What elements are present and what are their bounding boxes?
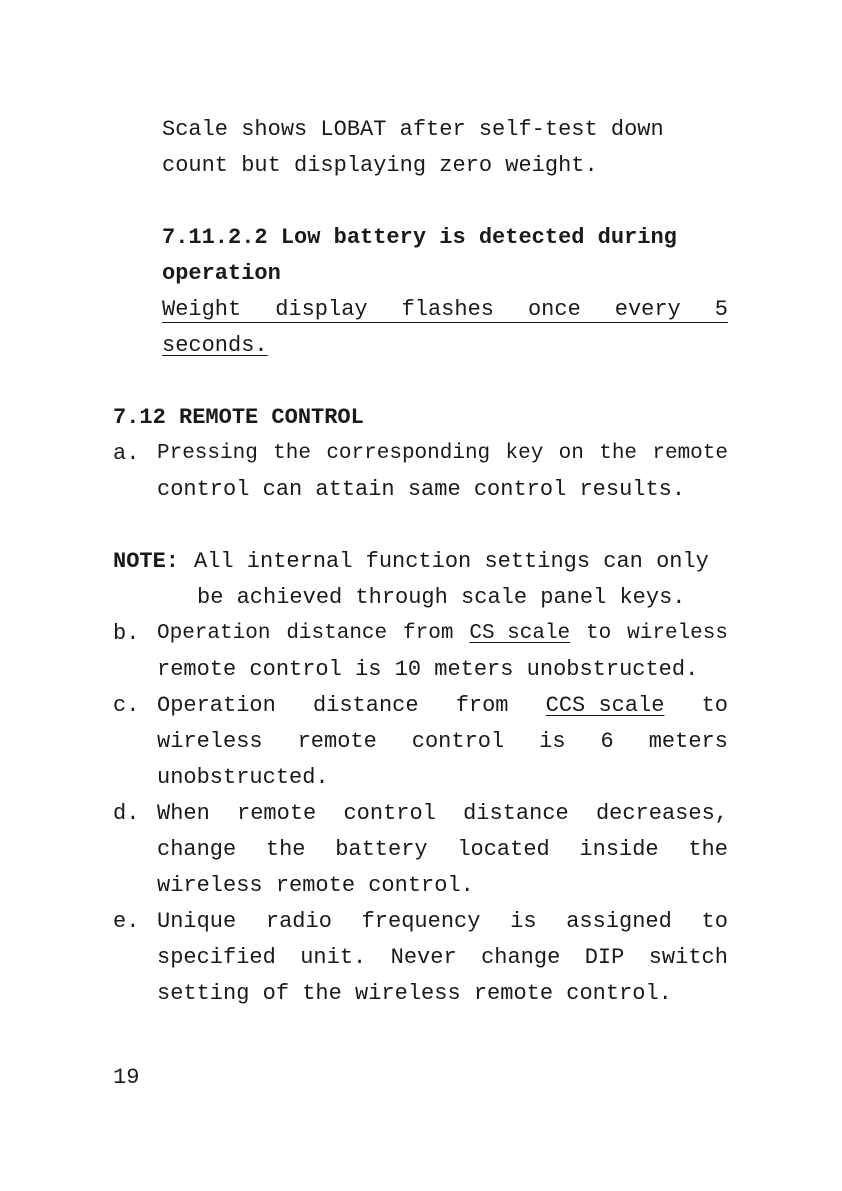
word: Never <box>390 945 457 970</box>
word: 5 <box>714 297 728 322</box>
word: unit. <box>300 945 367 970</box>
note-line-2: be achieved through scale panel keys. <box>197 585 686 610</box>
item-e-line-2 <box>157 940 728 976</box>
word: wireless <box>157 729 263 754</box>
underlined-term: CS scale <box>469 622 571 645</box>
intro-line-2: count but displaying zero weight. <box>162 153 598 178</box>
word: corresponding <box>326 442 491 465</box>
item-c-line-2 <box>157 724 728 760</box>
item-e-line-1 <box>157 904 728 940</box>
word: Unique <box>157 909 237 934</box>
word: Pressing <box>157 442 258 465</box>
word: battery <box>335 837 428 862</box>
section-body-line-1 <box>162 292 728 323</box>
item-b-line-1 <box>157 616 728 652</box>
word: wireless <box>627 622 728 645</box>
item-c-line-3: unobstructed. <box>157 765 329 790</box>
item-a-line-1 <box>157 436 728 472</box>
word: distance <box>286 622 388 645</box>
section-heading-7-11-2-2: 7.11.2.2 Low battery is detected during <box>162 225 677 250</box>
item-e-line-3: setting of the wireless remote control. <box>157 981 672 1006</box>
word: assigned <box>566 909 672 934</box>
item-d-line-2 <box>157 832 728 868</box>
word: switch <box>648 945 728 970</box>
word: frequency <box>361 909 481 934</box>
section-body-line-2: seconds. <box>162 333 268 358</box>
item-a-line-2: control can attain same control results. <box>157 477 686 502</box>
word: is <box>539 729 566 754</box>
section-heading-7-12: 7.12 REMOTE CONTROL <box>113 405 364 430</box>
list-marker-a: a. <box>113 441 140 466</box>
word: key <box>505 442 544 465</box>
word: change <box>157 837 237 862</box>
word: Operation <box>157 693 276 718</box>
word: inside <box>579 837 659 862</box>
word: remote <box>297 729 377 754</box>
word: the <box>265 837 306 862</box>
word: flashes <box>401 297 494 322</box>
item-d-line-3: wireless remote control. <box>157 873 474 898</box>
word: from <box>403 622 454 645</box>
word: radio <box>265 909 332 934</box>
word: to <box>701 909 728 934</box>
list-marker-b: b. <box>113 621 140 646</box>
word: remote <box>652 442 728 465</box>
word: specified <box>157 945 276 970</box>
word: decreases, <box>595 801 728 826</box>
word: When <box>157 801 210 826</box>
section-heading-7-11-2-2-cont: operation <box>162 261 281 286</box>
word: distance <box>463 801 569 826</box>
word: DIP <box>584 945 625 970</box>
word: from <box>455 693 509 718</box>
underlined-term: CCS scale <box>545 693 665 718</box>
word: control <box>343 801 436 826</box>
item-d-line-1 <box>157 796 728 832</box>
item-c-line-1 <box>157 688 728 724</box>
word: to <box>586 622 612 645</box>
word: located <box>457 837 550 862</box>
word: the <box>599 442 638 465</box>
word: display <box>275 297 368 322</box>
word: every <box>614 297 681 322</box>
list-marker-d: d. <box>113 801 140 826</box>
word: 6 <box>600 729 614 754</box>
word: distance <box>312 693 419 718</box>
word: change <box>481 945 561 970</box>
list-marker-e: e. <box>113 909 140 934</box>
word: on <box>558 442 584 465</box>
word: remote <box>237 801 317 826</box>
item-b-line-2: remote control is 10 meters unobstructed. <box>157 657 699 682</box>
word: once <box>527 297 581 322</box>
page-number: 19 <box>113 1065 140 1090</box>
word: the <box>273 442 311 465</box>
word: is <box>510 909 537 934</box>
word: to <box>701 693 728 718</box>
word: the <box>688 837 728 862</box>
word: control <box>411 729 505 754</box>
note-line-1: All internal function settings can only <box>194 549 709 574</box>
list-marker-c: c. <box>113 693 140 718</box>
word: meters <box>648 729 728 754</box>
note-label: NOTE: <box>113 549 180 574</box>
intro-line-1: Scale shows LOBAT after self-test down <box>162 117 664 142</box>
word: Weight <box>162 297 242 322</box>
word: Operation <box>157 622 271 645</box>
